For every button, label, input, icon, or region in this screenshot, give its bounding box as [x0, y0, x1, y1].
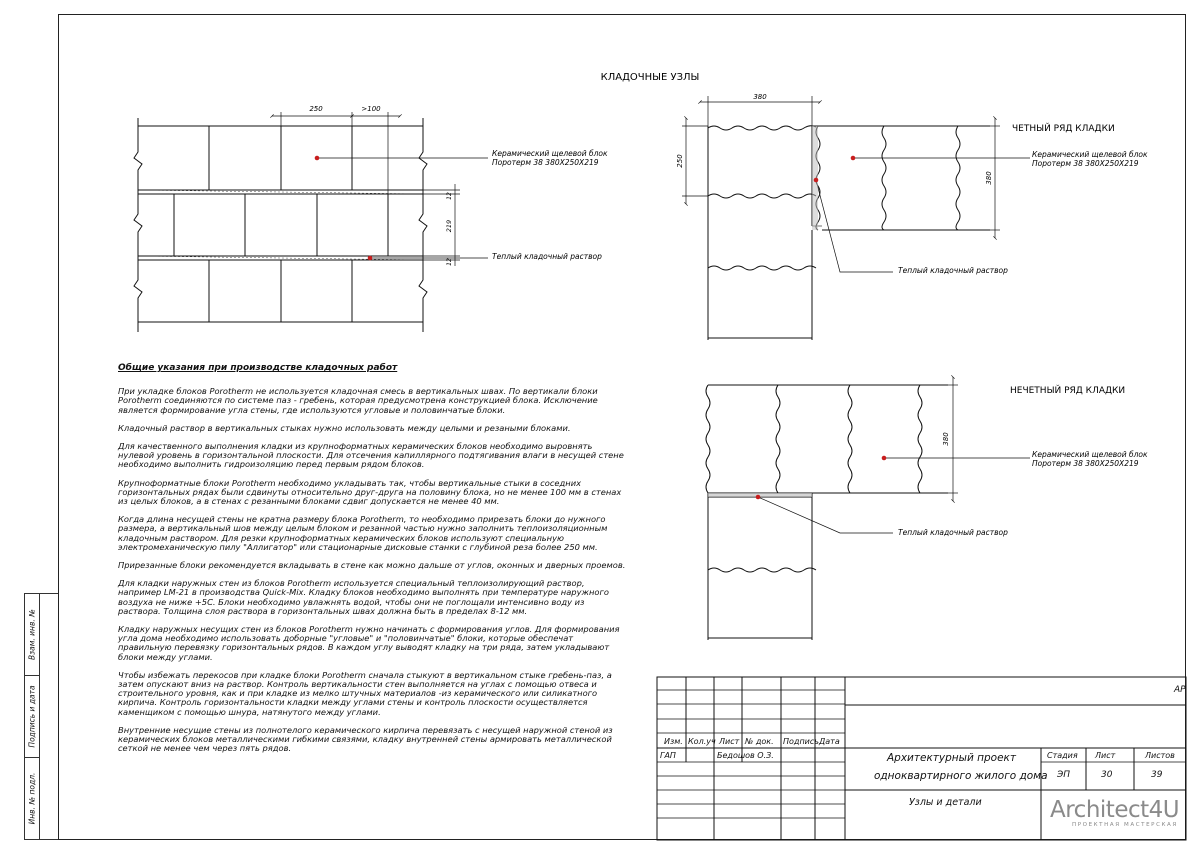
note-paragraph: Для кладки наружных стен из блоков Porotherm используется специальный теплоизолирующий раствор, например LM-21 в производства Quick-Mix. Кладку блоков необходимо выполнять при температуре наружного воздуха не ниже +5С. Блоки необходимо увлажнять водой, чтобы они не поглощали интенсивно воду из раствора. Толщина слоя раствора в горизонтальных швах должна быть в пределах 8-12 мм. [118, 578, 609, 616]
architect4u-logo [1050, 797, 1182, 831]
marker-mortar-left [368, 256, 373, 261]
logo-brand: Architect4U [1050, 797, 1180, 823]
dim-219: 219 [445, 219, 453, 233]
odd-dim-right: 380 [942, 432, 950, 446]
logo-tagline: ПРОЕКТНАЯ МАСТЕРСКАЯ [1072, 822, 1178, 828]
stamp-code: АР [1174, 685, 1186, 695]
stamp-h-stage: Стадия [1047, 751, 1078, 760]
note-paragraph: Прирезанные блоки рекомендуется вкладывать в стене как можно дальше от углов, оконных и дверных проемов. [118, 560, 626, 571]
leader-text-block-odd-1: Керамический щелевой блок [1032, 450, 1148, 459]
leader-text-block-left-1: Керамический щелевой блок [492, 149, 608, 158]
dim-12b: 12 [446, 258, 453, 266]
leader-text-block-even-2: Поротерм 38 380Х250Х219 [1032, 159, 1139, 168]
marker-block-odd [882, 456, 887, 461]
marker-mortar-even [814, 178, 819, 183]
stamp-stage: ЭП [1057, 770, 1071, 780]
stamp-col-sign: Подпись [783, 737, 819, 746]
notes-block [118, 364, 628, 763]
note-paragraph: Когда длина несущей стены не кратна размеру блока Porotherm, то необходимо прирезать блоки до нужного размера, а вертикальный шов между целым блоком и резанной частью нужно заполнить теплоизоляционным кладочным раствором. Для резки крупноформатных керамических блоков используют специальную электромеханическую пилу "Аллигатор" или стационарные дисковые станки с глубиной реза более 250 мм. [118, 514, 608, 552]
leader-text-mortar-odd: Теплый кладочный раствор [898, 528, 1008, 537]
stamp-sheet-name: Узлы и детали [909, 797, 982, 808]
dim-12a: 12 [446, 192, 453, 200]
stamp-project-2: одноквартирного жилого дома [874, 770, 1048, 782]
leader-text-block-even-1: Керамический щелевой блок [1032, 150, 1148, 159]
dim-100-left: >100 [361, 105, 381, 113]
notes-heading: Общие указания при производстве кладочных работ [118, 363, 398, 373]
stamp-col-izm: Изм. [664, 737, 683, 746]
marker-mortar-odd [756, 495, 761, 500]
stamp-project-1: Архитектурный проект [887, 752, 1016, 764]
even-row-label: ЧЕТНЫЙ РЯД КЛАДКИ [1012, 124, 1115, 134]
odd-row-label: НЕЧЕТНЫЙ РЯД КЛАДКИ [1010, 386, 1126, 396]
marker-block-left [315, 156, 320, 161]
stamp-col-kol: Кол.уч [688, 737, 716, 746]
stamp-col-list: Лист [719, 737, 740, 746]
even-dim-left: 250 [676, 154, 684, 168]
note-paragraph: Кладочный раствор в вертикальных стыках нужно использовать между целыми и резаными блоками. [118, 422, 571, 433]
side-label-replace: Взам. инв. № [27, 609, 37, 660]
stamp-col-doc: № док. [745, 737, 774, 746]
leader-text-block-odd-2: Поротерм 38 380Х250Х219 [1032, 459, 1139, 468]
odd-row-plan [706, 377, 1030, 640]
note-paragraph: Крупноформатные блоки Porotherm необходимо укладывать так, чтобы вертикальные стыки в соседних горизонтальных рядах были сдвинуты относительно друг-друга на половину блока, но не менее 100 мм в стенах из целых блоков, а в стенах с резанными блоками сдвиг допускается не менее 40 мм. [118, 477, 622, 507]
note-paragraph: Для качественного выполнения кладки из крупноформатных керамических блоков необходимо выровнять нулевой уровень в горизонтальной плоскости. Для отсечения капиллярного подтягивания влаги в несущей стене необходимо выполнить гидроизоляцию перед первым рядом блоков. [118, 441, 624, 470]
dim-250-left: 250 [309, 105, 323, 113]
even-dim-right: 380 [985, 171, 993, 185]
leader-text-mortar-even: Теплый кладочный раствор [898, 266, 1008, 275]
note-paragraph: При укладке блоков Porotherm не используется кладочная смесь в вертикальных швах. По вертикали блоки Porotherm соединяются по системе паз - гребень, которая предусмотрена конструкцией блока. Исключение является формирование угла стены, где используются угловые и половинчатые блоки. [118, 386, 598, 415]
stamp-col-date: Дата [819, 737, 840, 746]
stamp-sheet: 30 [1101, 770, 1113, 780]
note-paragraph: Кладку наружных несущих стен из блоков Porotherm нужно начинать с формирования углов. Для формирования угла дома необходимо использовать доборные "угловые" и "половинчатые" блоки, которые обеспечат правильную перевязку горизонтальных рядов. В каждом углу выводят кладку на три ряда, затем укладывают блоки между углами. [118, 624, 620, 662]
stamp-name-1: Бедошов О.З. [717, 751, 774, 760]
stamp-h-sheet: Лист [1095, 751, 1116, 760]
note-paragraph: Внутренние несущие стены из полнотелого керамического кирпича перевязать с несущей наружной стеной из керамических блоков металлическими гибкими связями, кладку внутренней стены армировать металлической сеткой не менее чем через пять рядов. [118, 724, 613, 754]
stamp-role-1: ГАП [660, 751, 676, 760]
even-dim-top: 380 [753, 93, 767, 101]
leader-text-mortar-left: Теплый кладочный раствор [492, 252, 602, 261]
marker-block-even [851, 156, 856, 161]
stamp-sheets: 39 [1151, 770, 1163, 780]
masonry-elevation [134, 112, 488, 332]
note-paragraph: Чтобы избежать перекосов при кладке блоки Porotherm сначала стыкуют в вертикальном стыке гребень-паз, а затем опускают вниз на раствор. Контроль вертикальности стен выполняется на углах с помощью отвеса и строительного уровня, как и при кладке из мелко штучных материалов -из керамического или силикатного кирпича. Контроль горизонтальности кладки между углами стены и контроль плоскости осуществляется каменщиком с помощью шнура, натянутого между углами. [118, 669, 612, 717]
even-row-plan [682, 96, 1030, 340]
side-label-inventory: Инв. № подл. [27, 772, 37, 825]
leader-text-block-left-2: Поротерм 38 380Х250Х219 [492, 158, 599, 167]
stamp-h-sheets: Листов [1145, 751, 1175, 760]
sheet-title: КЛАДОЧНЫЕ УЗЛЫ [600, 72, 700, 83]
side-label-signature: Подпись и дата [27, 685, 37, 748]
